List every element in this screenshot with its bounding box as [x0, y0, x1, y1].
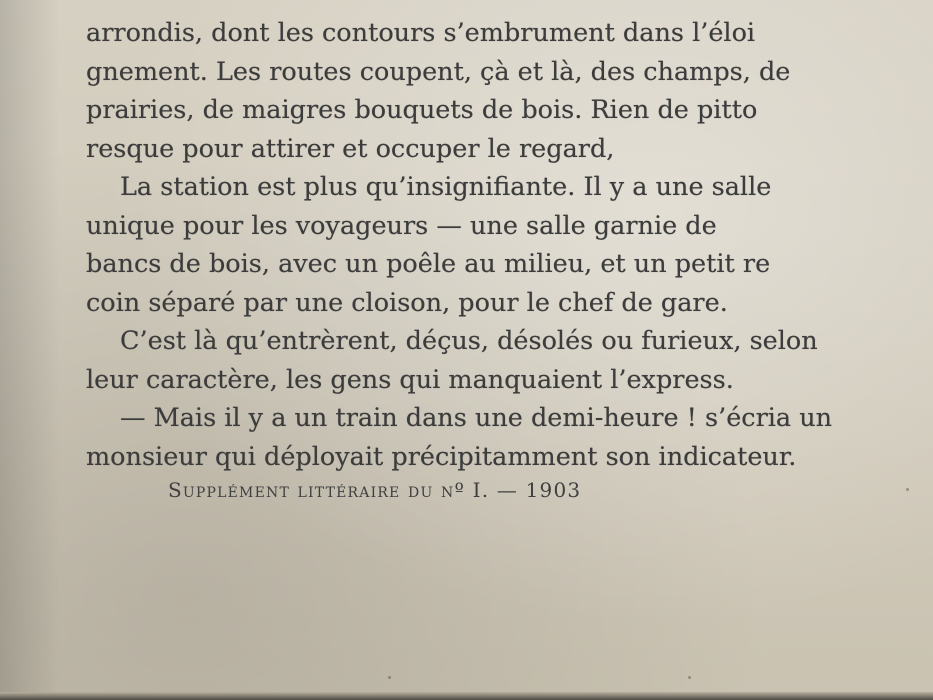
text-line-9: C’est là qu’entrèrent, déçus, désolés ou furieux, selon: [120, 326, 818, 356]
body-text: [86, 14, 933, 476]
text-line-5: La station est plus qu’insignifiante. Il y a une salle: [120, 172, 772, 202]
text-line-11: — Mais il y a un train dans une demi-heure ! s’écria un: [120, 403, 833, 433]
text-line-10: leur caractère, les gens qui manquaient l’express.: [86, 364, 734, 395]
text-line-3: prairies, de maigres bouquets de bois. Rien de pitto: [86, 95, 758, 125]
paper-speck: [388, 676, 391, 679]
page-bottom-edge: [0, 692, 933, 700]
text-line-7: bancs de bois, avec un poêle au milieu, et un petit re: [86, 249, 771, 279]
text-line-1: arrondis, dont les contours s’embrument dans l’éloi: [86, 18, 756, 48]
page-footer: Supplément littéraire du nº I. — 1903: [168, 478, 582, 502]
text-line-2: gnement. Les routes coupent, çà et là, des champs, de: [86, 56, 791, 87]
text-line-8: coin séparé par une cloison, pour le chef de gare.: [86, 287, 728, 318]
text-line-12: monsieur qui déployait précipitamment son indicateur.: [86, 441, 797, 472]
paper-speck: [906, 488, 909, 491]
text-line-4: resque pour attirer et occuper le regard,: [86, 133, 615, 164]
page-shadow: [0, 0, 60, 700]
paper-speck: [688, 676, 691, 679]
text-line-6: unique pour les voyageurs — une salle garnie de: [86, 210, 717, 241]
